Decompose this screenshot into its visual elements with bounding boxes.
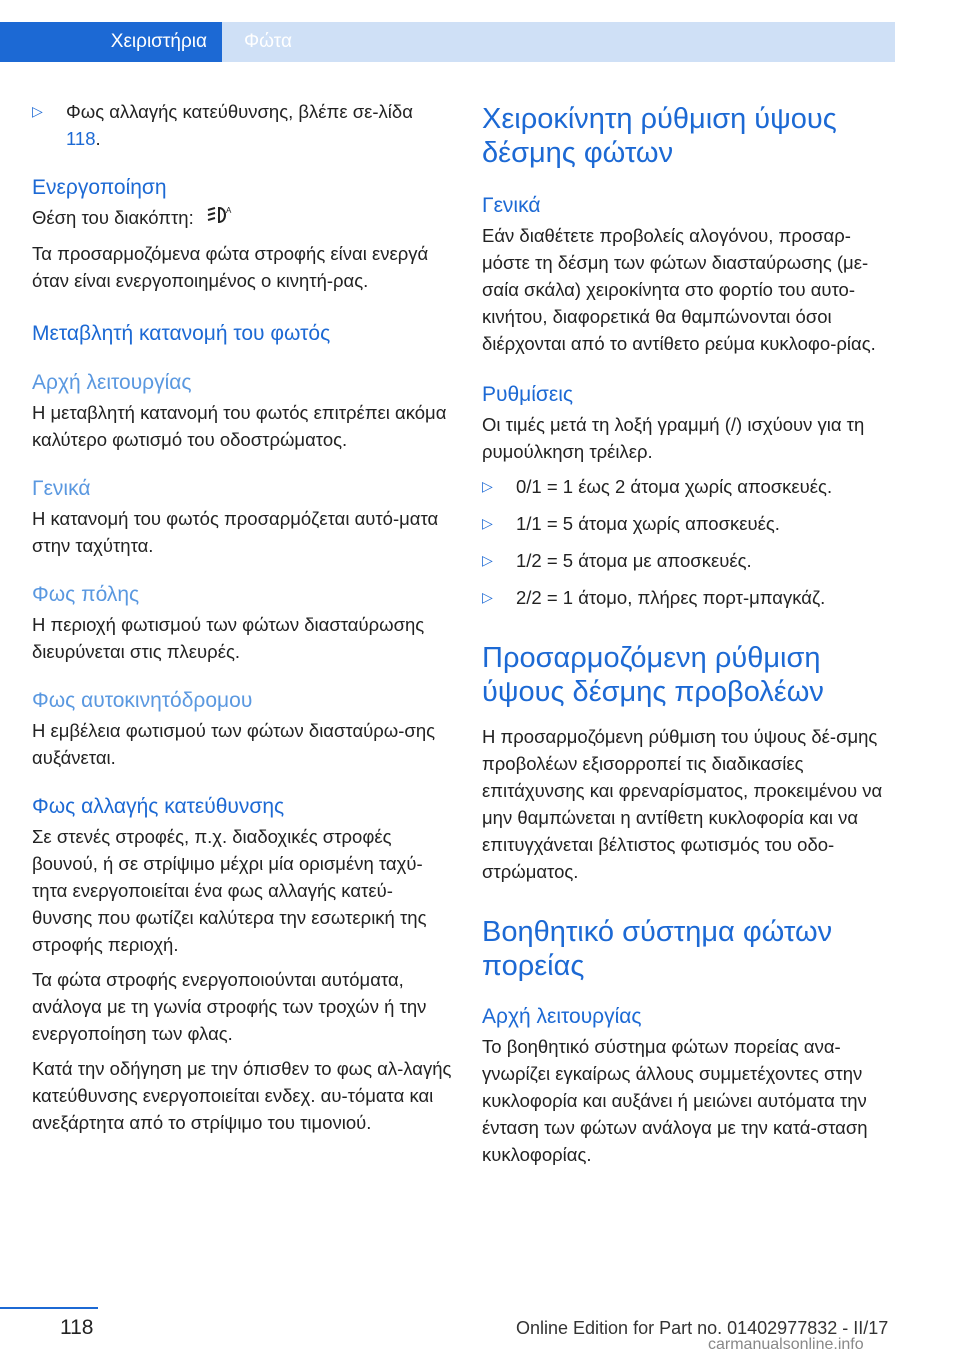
switch-position-text — [32, 204, 452, 234]
auto-headlight-icon — [205, 205, 235, 234]
watermark: carmanualsonline.info — [708, 1336, 864, 1353]
heading-activation: Ενεργοποίηση — [32, 176, 167, 199]
principle-paragraph: Η μεταβλητή κατανομή του φωτός επιτρέπει ακόμα καλύτερο φωτισμό του οδοστρώματος. — [32, 401, 447, 450]
adaptive-paragraph: Η προσαρμοζόμενη ρύθμιση του ύψους δέ‐σμης προβολέων εξισορροπεί τις διαδικασίες επιτάχυνσης και φρεναρίσματος, προκειμένου να μην θαμπώνεται η αντίθετη κυκλοφορία και να επιτυγχάνεται βέλτιστος φωτισμός του οδο‐στρώματος. — [482, 726, 883, 882]
heading-highway-light: Φως αυτοκινητόδρομου — [32, 688, 253, 712]
bullet-triangle-icon: ▷ — [482, 478, 493, 494]
heading-general-right: Γενικά — [482, 194, 541, 217]
section-tab-controls: Χειριστήρια — [0, 22, 222, 62]
setting-text: 2/2 = 1 άτομο, πλήρες πορτ-μπαγκάζ. — [516, 587, 826, 608]
heading-turning-light: Φως αλλαγής κατεύθυνσης — [32, 794, 285, 818]
setting-text: 0/1 = 1 έως 2 άτομα χωρίς αποσκευές. — [516, 476, 833, 497]
turning-light-paragraph-1: Σε στενές στροφές, π.χ. διαδοχικές στροφές βουνού, ή σε στρίψιμο μέχρι μία ορισμένη ταχύ‐τητα ενεργοποιείται ένα φως αλλαγής κατεύ‐θυνσης που φωτίζει καλύτερα την εσωτερική της στροφής περιοχή. — [32, 825, 427, 955]
page-number: 118 — [60, 1316, 94, 1339]
heading-high-beam-assist: Βοηθητικό σύστημα φώτων πορείας — [482, 916, 833, 982]
switch-position-label: Θέση του διακόπτη: — [32, 207, 194, 228]
heading-variable-light: Μεταβλητή κατανομή του φωτός — [32, 321, 331, 345]
left-column — [32, 90, 452, 1136]
list-item — [482, 510, 896, 537]
settings-list — [482, 473, 896, 611]
right-column — [482, 102, 896, 1168]
settings-paragraph: Οι τιμές μετά τη λοξή γραμμή (/) ισχύουν για τη ρυμούλκηση τρέιλερ. — [482, 414, 865, 462]
bullet-text: Φως αλλαγής κατεύθυνσης, βλέπε σε‐λίδα — [66, 101, 413, 122]
setting-text: 1/2 = 5 άτομα με αποσκευές. — [516, 550, 752, 571]
city-light-paragraph: Η περιοχή φωτισμού των φώτων διασταύρωσης διευρύνεται στις πλευρές. — [32, 613, 425, 662]
list-item — [482, 473, 896, 500]
list-item — [482, 547, 896, 574]
heading-manual-range: Χειροκίνητη ρύθμιση ύψους δέσμης φώτων — [482, 103, 837, 169]
list-item — [482, 584, 896, 611]
footer-rule — [0, 1307, 98, 1309]
edition-text: Online Edition for Part no. 01402977832 - II/17 — [516, 1318, 889, 1338]
bullet-triangle-icon: ▷ — [482, 515, 493, 531]
turning-light-paragraph-2: Τα φώτα στροφής ενεργοποιούνται αυτόματα, ανάλογα με τη γωνία στροφής των τροχών ή την ενεργοποίηση των φλας. — [32, 968, 427, 1044]
highway-light-paragraph: Η εμβέλεια φωτισμού των φώτων διασταύρω‐σης αυξάνεται. — [32, 719, 436, 768]
svg-text:A: A — [225, 205, 232, 215]
page-header — [0, 0, 895, 62]
bullet-triangle-icon: ▷ — [32, 103, 43, 119]
section-tab-lights: Φώτα — [222, 22, 895, 62]
heading-settings: Ρυθμίσεις — [482, 383, 574, 406]
turning-light-paragraph-3: Κατά την οδήγηση με την όπισθεν το φως αλ‐λαγής κατεύθυνσης ενεργοποιείται ενδεχ. αυ‐τόματα και ανεξάρτητα από το στρίψιμο του τιμονιού. — [32, 1057, 452, 1133]
bullet-end: . — [95, 128, 101, 149]
assist-paragraph: Το βοηθητικό σύστημα φώτων πορείας ανα‐γνωρίζει εγκαίρως άλλους συμμετέχοντες στην κυκλοφορία και αυξάνει ή μειώνει αυτόματα την ένταση των φώτων ανάλογα με την κατά‐σταση κυκλοφορίας. — [482, 1036, 868, 1165]
heading-general: Γενικά — [32, 476, 91, 500]
heading-principle-right: Αρχή λειτουργίας — [482, 1005, 642, 1028]
list-item — [32, 98, 452, 152]
heading-principle: Αρχή λειτουργίας — [32, 370, 192, 394]
bullet-triangle-icon: ▷ — [482, 552, 493, 568]
setting-text: 1/1 = 5 άτομα χωρίς αποσκευές. — [516, 513, 780, 534]
heading-city-light: Φως πόλης — [32, 582, 140, 606]
bullet-triangle-icon: ▷ — [482, 589, 493, 605]
page-link[interactable]: 118 — [66, 128, 96, 149]
general-paragraph: Η κατανομή του φωτός προσαρμόζεται αυτό‐ματα στην ταχύτητα. — [32, 507, 439, 556]
heading-adaptive-range: Προσαρμοζόμενη ρύθμιση ύψους δέσμης προβολέων — [482, 642, 824, 708]
manual-general-paragraph: Εάν διαθέτετε προβολείς αλογόνου, προσαρ‐μόστε τη δέσμη των φώτων διασταύρωσης (με‐σαία σκάλα) χειροκίνητα στο φορτίο του αυτο‐κινήτου, διαφορετικά θα θαμπώνονται όσοι διέρχονται από το αντίθετο ρεύμα κυκλοφο‐ρίας. — [482, 225, 876, 354]
activation-paragraph: Τα προσαρμοζόμενα φώτα στροφής είναι ενεργά όταν είναι ενεργοποιημένος ο κινητή‐ρας. — [32, 242, 429, 291]
